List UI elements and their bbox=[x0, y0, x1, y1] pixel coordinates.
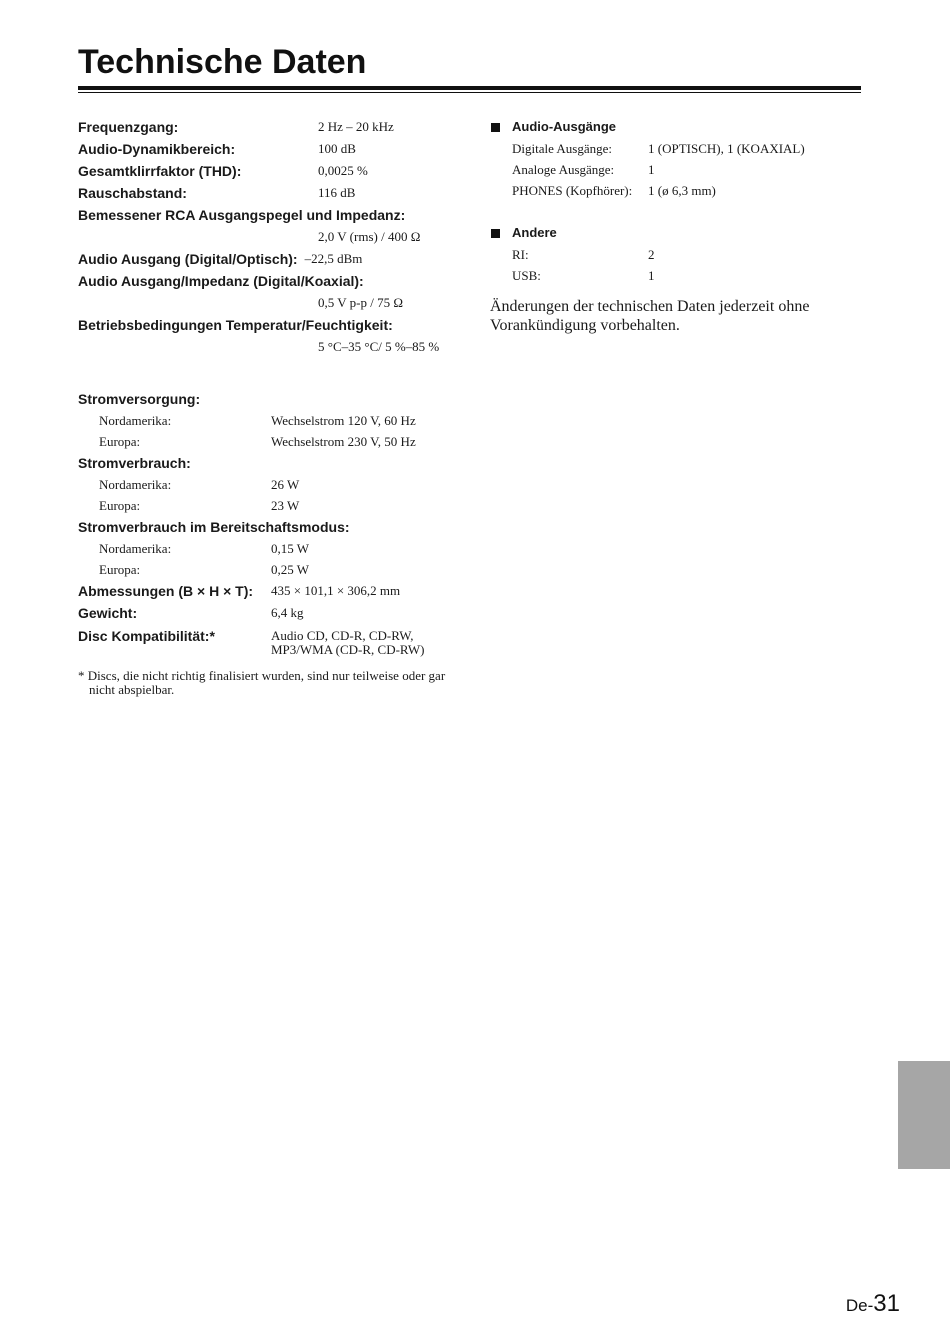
sub-value: 23 W bbox=[271, 498, 300, 513]
change-notice: Änderungen der technischen Daten jederzeit ohne Vorankündigung vorbehalten. bbox=[490, 298, 810, 334]
spec-label: Disc Kompatibilität:* bbox=[78, 628, 215, 644]
spec-rca-label: Bemessener RCA Ausgangspegel und Impedanz: bbox=[78, 207, 406, 223]
sub-label: Nordamerika: bbox=[99, 541, 172, 556]
spec-label: Gewicht: bbox=[78, 605, 138, 621]
consumption-row bbox=[78, 474, 458, 495]
power-supply-row bbox=[78, 410, 458, 431]
section-title: Andere bbox=[512, 225, 557, 240]
other-value: 1 bbox=[648, 268, 655, 283]
spec-value: 116 dB bbox=[318, 185, 356, 200]
output-value: 1 (OPTISCH), 1 (KOAXIAL) bbox=[648, 141, 805, 156]
spec-frequency bbox=[78, 116, 458, 138]
spec-value: 435 × 101,1 × 306,2 mm bbox=[271, 583, 401, 598]
sub-value: Wechselstrom 120 V, 60 Hz bbox=[271, 413, 416, 428]
output-value: 1 (ø 6,3 mm) bbox=[648, 183, 716, 198]
audio-outputs-heading bbox=[490, 116, 870, 138]
audio-output-row bbox=[490, 180, 870, 201]
standby-row bbox=[78, 538, 458, 559]
side-tab-marker bbox=[898, 1061, 950, 1169]
sub-value: 0,25 W bbox=[271, 562, 310, 577]
spec-label: Abmessungen (B × H × T): bbox=[78, 583, 254, 599]
output-label: Analoge Ausgänge: bbox=[512, 162, 615, 177]
spec-value: 0,0025 % bbox=[318, 163, 368, 178]
left-column bbox=[78, 116, 458, 697]
spec-value: –22,5 dBm bbox=[304, 251, 363, 266]
spec-disc bbox=[78, 625, 458, 657]
title-rule-thick bbox=[78, 86, 861, 90]
audio-output-row bbox=[490, 159, 870, 180]
page-number-prefix: De- bbox=[845, 1296, 874, 1315]
spec-value bbox=[271, 625, 424, 657]
spec-optical bbox=[78, 248, 458, 270]
spec-label: Audio-Dynamikbereich: bbox=[78, 141, 236, 157]
output-value: 1 bbox=[648, 162, 655, 177]
sub-label: Nordamerika: bbox=[99, 477, 172, 492]
spec-coax-value: 0,5 V p-p / 75 Ω bbox=[318, 295, 404, 310]
spec-thd bbox=[78, 160, 458, 182]
spec-label: Rauschabstand: bbox=[78, 185, 187, 201]
sub-value: 26 W bbox=[271, 477, 300, 492]
spec-coax-label: Audio Ausgang/Impedanz (Digital/Koaxial): bbox=[78, 273, 364, 289]
spec-snr bbox=[78, 182, 458, 204]
square-bullet-icon bbox=[491, 229, 500, 238]
sub-label: Europa: bbox=[99, 498, 141, 513]
page-number bbox=[846, 1290, 900, 1318]
sub-value: Wechselstrom 230 V, 50 Hz bbox=[271, 434, 416, 449]
section-title: Audio-Ausgänge bbox=[512, 119, 616, 134]
consumption-row bbox=[78, 495, 458, 516]
footnote: * Discs, die nicht richtig finalisiert wurden, sind nur teilweise oder gar nicht abspielbar. bbox=[78, 668, 446, 697]
spec-value: 100 dB bbox=[318, 141, 356, 156]
power-supply-row bbox=[78, 431, 458, 452]
output-label: PHONES (Kopfhörer): bbox=[512, 183, 633, 198]
section-spacer bbox=[490, 201, 870, 222]
standby-row bbox=[78, 559, 458, 580]
spec-value: 6,4 kg bbox=[271, 605, 304, 620]
other-row bbox=[490, 244, 870, 265]
spec-operating-label: Betriebsbedingungen Temperatur/Feuchtigkeit: bbox=[78, 317, 393, 333]
spec-operating-value: 5 °C–35 °C/ 5 %–85 % bbox=[318, 339, 440, 354]
spec-label: Gesamtklirrfaktor (THD): bbox=[78, 163, 242, 179]
spec-dynamic-range bbox=[78, 138, 458, 160]
other-value: 2 bbox=[648, 247, 655, 262]
audio-output-row bbox=[490, 138, 870, 159]
page-number-value: 31 bbox=[873, 1290, 900, 1317]
disc-value-line: MP3/WMA (CD-R, CD-RW) bbox=[271, 642, 425, 657]
sub-label: Europa: bbox=[99, 434, 141, 449]
other-label: USB: bbox=[512, 268, 541, 283]
sub-label: Nordamerika: bbox=[99, 413, 172, 428]
spec-label: Audio Ausgang (Digital/Optisch): bbox=[78, 251, 298, 267]
page-title: Technische Daten bbox=[78, 43, 367, 81]
spec-value: 2 Hz – 20 kHz bbox=[318, 119, 394, 134]
output-label: Digitale Ausgänge: bbox=[512, 141, 613, 156]
square-bullet-icon bbox=[491, 123, 500, 132]
spec-label: Frequenzgang: bbox=[78, 119, 179, 135]
sub-label: Europa: bbox=[99, 562, 141, 577]
spec-rca-value: 2,0 V (rms) / 400 Ω bbox=[318, 229, 421, 244]
sub-value: 0,15 W bbox=[271, 541, 310, 556]
right-column bbox=[490, 116, 870, 335]
other-row bbox=[490, 265, 870, 286]
spec-weight bbox=[78, 602, 458, 624]
other-heading bbox=[490, 222, 870, 244]
power-supply-label: Stromversorgung: bbox=[78, 391, 201, 407]
consumption-label: Stromverbrauch: bbox=[78, 455, 191, 471]
section-spacer bbox=[78, 358, 458, 388]
other-label: RI: bbox=[512, 247, 529, 262]
disc-value-line: Audio CD, CD-R, CD-RW, bbox=[271, 628, 414, 643]
title-rule-thin bbox=[78, 92, 861, 93]
spec-dimensions bbox=[78, 580, 458, 602]
standby-label: Stromverbrauch im Bereitschaftsmodus: bbox=[78, 519, 350, 535]
